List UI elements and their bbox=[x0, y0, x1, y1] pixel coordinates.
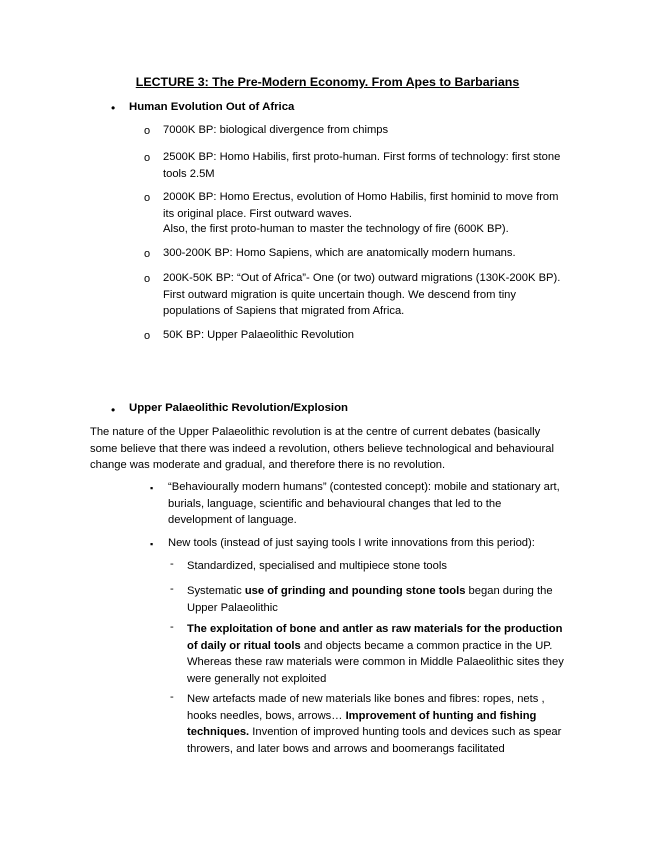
list-item-continuation: Also, the first proto-human to master the technology of fire (600K BP). bbox=[163, 223, 509, 235]
section-bullet: • bbox=[111, 101, 116, 115]
list-item: 2500K BP: Homo Habilis, first proto-human. First forms of technology: first stone tools 2.5M bbox=[163, 151, 561, 180]
section-heading-upper-palaeolithic: Upper Palaeolithic Revolution/Explosion bbox=[129, 402, 348, 414]
section-bullet: • bbox=[111, 403, 116, 417]
list-marker: o bbox=[144, 248, 151, 260]
list-marker: o bbox=[144, 273, 151, 285]
list-item: “Behaviourally modern humans” (contested concept): mobile and stationary art, burials, language, scientific and behavioural changes that led to the development of language. bbox=[168, 481, 560, 526]
sub-list-item: The exploitation of bone and antler as raw materials for the production of daily or ritual tools and objects became a common practice in the UP. Whereas these raw materials were common in Middle Palaeolithic sites they were generally not exploited bbox=[187, 623, 564, 685]
list-marker: ▪ bbox=[150, 483, 154, 493]
sub-list-item: Systematic use of grinding and pounding stone tools began during the Upper Palaeolithic bbox=[187, 585, 553, 614]
list-item: 7000K BP: biological divergence from chimps bbox=[163, 124, 389, 136]
list-marker: o bbox=[144, 152, 151, 164]
list-marker: - bbox=[170, 621, 174, 633]
list-marker: ▪ bbox=[150, 539, 154, 549]
list-marker: - bbox=[170, 691, 174, 703]
list-item: 300-200K BP: Homo Sapiens, which are anatomically modern humans. bbox=[163, 247, 516, 259]
list-item: 200K-50K BP: “Out of Africa”- One (or two) outward migrations (130K-200K BP). First outward migration is quite uncertain though. We descend from tiny populations of Sapiens that migrated from Africa. bbox=[163, 272, 561, 317]
list-marker: - bbox=[170, 558, 174, 570]
section-heading-evolution: Human Evolution Out of Africa bbox=[129, 101, 295, 113]
sub-list-item: New artefacts made of new materials like bones and fibres: ropes, nets , hooks needles, bows, arrows… Improvement of hunting and fishing techniques. Invention of improved hunting tools and devices such as spear throwers, and later bows and arrows and boomerangs facilitated bbox=[187, 693, 562, 755]
list-marker: o bbox=[144, 192, 151, 204]
intro-paragraph: The nature of the Upper Palaeolithic revolution is at the centre of current debates (basically some believe that there was indeed a revolution, others believe technological and behavioural change was moderate and gradual, and therefore there is no revolution. bbox=[90, 426, 554, 471]
list-marker: - bbox=[170, 583, 174, 595]
list-marker: o bbox=[144, 330, 151, 342]
page-title: LECTURE 3: The Pre-Modern Economy. From Apes to Barbarians bbox=[135, 75, 520, 89]
list-item: 50K BP: Upper Palaeolithic Revolution bbox=[163, 329, 354, 341]
list-marker: o bbox=[144, 125, 151, 137]
list-item: New tools (instead of just saying tools I write innovations from this period): bbox=[168, 537, 535, 549]
list-item: 2000K BP: Homo Erectus, evolution of Homo Habilis, first hominid to move from its original place. First outward waves. bbox=[163, 191, 559, 220]
sub-list-item: Standardized, specialised and multipiece stone tools bbox=[187, 560, 447, 572]
